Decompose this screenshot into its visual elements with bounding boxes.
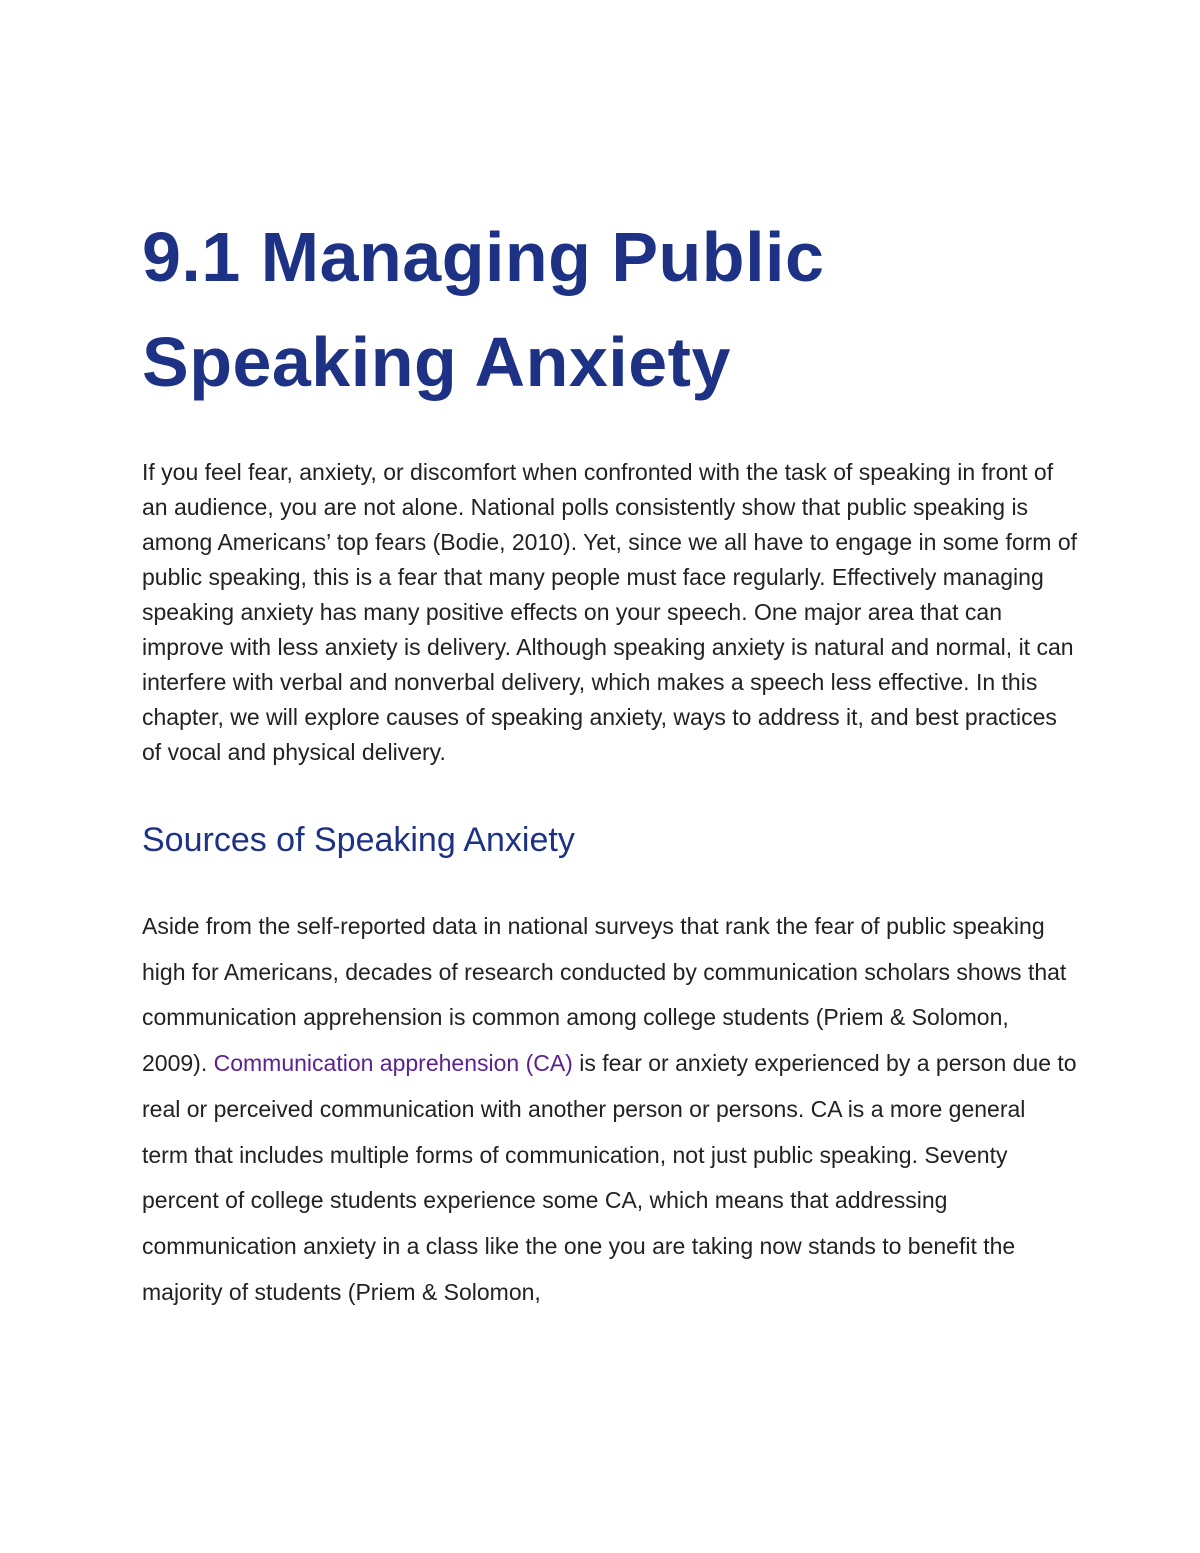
term-link-communication-apprehension[interactable]: Communication apprehension (CA) (213, 1050, 573, 1077)
section-heading: Sources of Speaking Anxiety (142, 821, 575, 859)
page-title (142, 205, 1077, 415)
section-paragraph-text-after: is fear or anxiety experienced by a person due to real or perceived communication with another person or persons. CA is a more general term that includes multiple forms of communication, not just public speaking. Seventy percent of college students experience some CA, which means that addressing communication anxiety in a class like the one you are taking now stands to benefit the majority of students (Priem & Solomon, (142, 1050, 1077, 1305)
section-paragraph (142, 904, 1077, 1315)
page-title-line-1: 9.1 Managing Public (142, 218, 825, 296)
intro-paragraph: If you feel fear, anxiety, or discomfort when confronted with the task of speaking in front of an audience, you are not alone. National polls consistently show that public speaking is among Americans’ top fears (Bodie, 2010). Yet, since we all have to engage in some form of public speaking, this is a fear that many people must face regularly. Effectively managing speaking anxiety has many positive effects on your speech. One major area that can improve with less anxiety is delivery. Although speaking anxiety is natural and normal, it can interfere with verbal and nonverbal delivery, which makes a speech less effective. In this chapter, we will explore causes of speaking anxiety, ways to address it, and best practices of vocal and physical delivery. (142, 459, 1078, 765)
section-paragraph-text-before: Aside from the self-reported data in national surveys that rank the fear of public speaking high for Americans, decades of research conducted by communication scholars shows that communication apprehension is common among college students (Priem & Solomon, 2009). (142, 913, 1067, 1077)
document-page (142, 205, 1077, 1315)
page-title-line-2: Speaking Anxiety (142, 323, 731, 401)
